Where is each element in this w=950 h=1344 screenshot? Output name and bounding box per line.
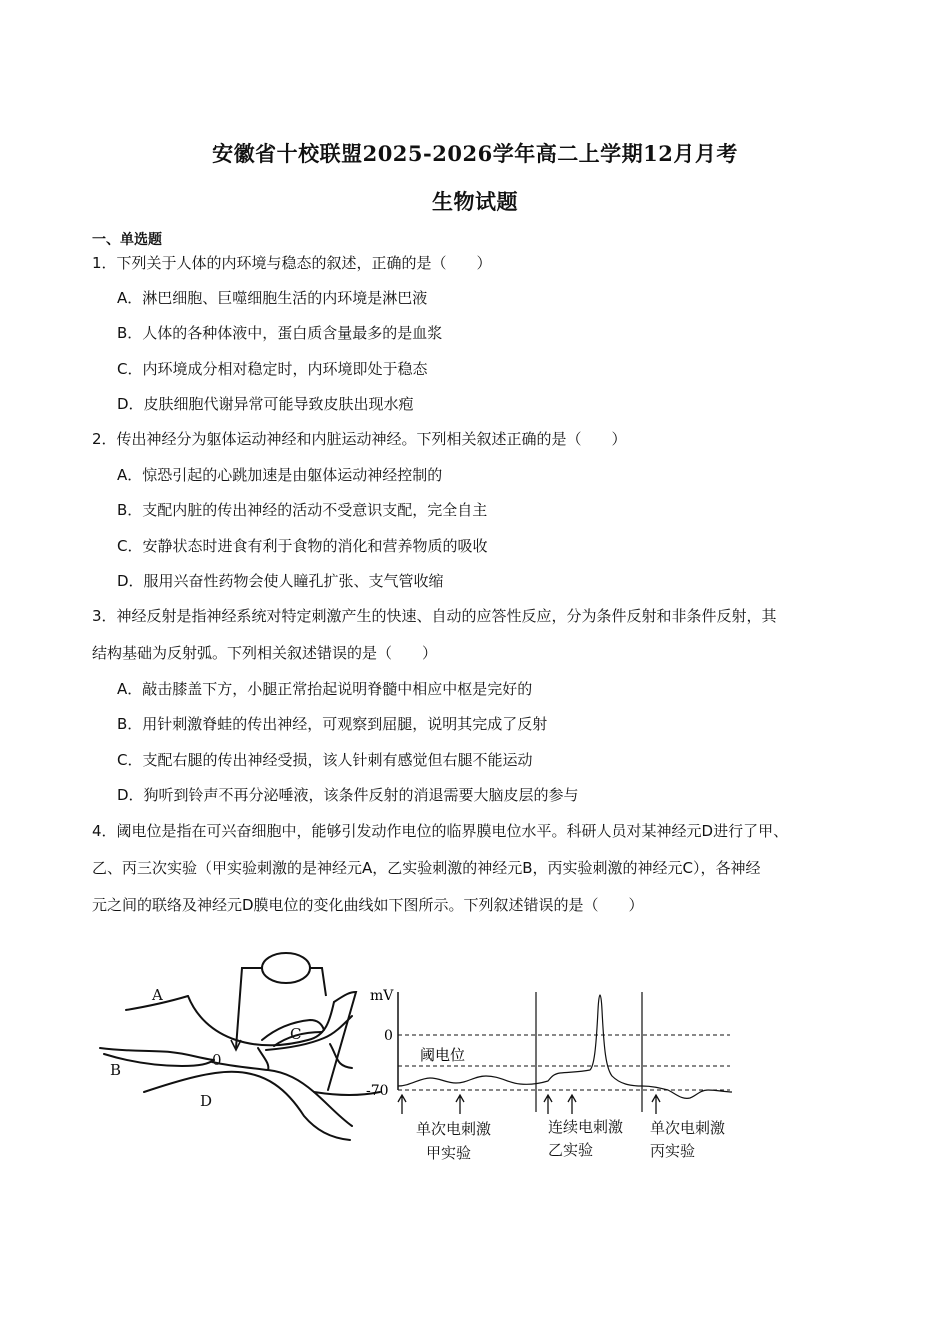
question-3-option-d: D．狗听到铃声不再分泌唾液，该条件反射的消退需要大脑皮层的参与 [117, 786, 579, 804]
question-2-option-a: A．惊恐引起的心跳加速是由躯体运动神经控制的 [117, 466, 443, 484]
potential-graph [366, 988, 732, 1162]
question-2-option-d: D．服用兴奋性药物会使人瞳孔扩张、支气管收缩 [117, 572, 444, 590]
arrow-up-icon [544, 1095, 552, 1114]
question-1-option-a: A．淋巴细胞、巨噬细胞生活的内环境是淋巴液 [117, 289, 428, 307]
neuron-label-c: C [290, 1025, 302, 1043]
question-3-stem-line-2: 结构基础为反射弧。下列相关叙述错误的是（ ） [92, 644, 438, 662]
graph-y-unit: mV [370, 988, 394, 1004]
exam-title: 安徽省十校联盟2025-2026学年高二上学期12月月考 [212, 141, 738, 166]
experiment-captions [416, 1118, 725, 1162]
meter-icon [262, 953, 310, 983]
electrode-wire [236, 968, 262, 1048]
experiment-3-name: 丙实验 [650, 1142, 696, 1160]
question-1-option-d: D．皮肤细胞代谢异常可能导致皮肤出现水疱 [117, 395, 414, 413]
neuron-label-b: B [110, 1061, 122, 1079]
experiment-3-method: 单次电刺激 [650, 1119, 726, 1137]
experiment-1-name: 甲实验 [426, 1144, 472, 1162]
threshold-label: 阈电位 [420, 1046, 466, 1064]
graph-y-tick-0: 0 [384, 1028, 393, 1044]
section-heading: 一、单选题 [92, 232, 162, 248]
question-2-option-b: B．支配内脏的传出神经的活动不受意识支配，完全自主 [117, 501, 488, 519]
neuron-diagram [100, 992, 380, 1140]
experiment-1-method: 单次电刺激 [416, 1120, 492, 1138]
neuron-body-bottom [144, 1072, 350, 1140]
question-2-stem: 2．传出神经分为躯体运动神经和内脏运动神经。下列相关叙述正确的是（ ） [92, 430, 627, 448]
arrow-up-icon [398, 1095, 406, 1114]
neuron-body-upper [258, 1048, 268, 1070]
recording-device [231, 953, 326, 1050]
graph-y-tick-minus70: -70 [366, 1083, 389, 1099]
arrow-up-icon [456, 1095, 464, 1114]
question-1-option-b: B．人体的各种体液中，蛋白质含量最多的是血浆 [117, 324, 443, 342]
arrow-up-icon [652, 1095, 660, 1114]
neuron-labels [110, 986, 301, 1110]
question-4-stem-line-2: 乙、丙三次实验（甲实验刺激的是神经元A，乙实验刺激的神经元B，丙实验刺激的神经元C），各神经 [92, 859, 761, 877]
question-3-option-b: B．用针刺激脊蛙的传出神经，可观察到屈腿，说明其完成了反射 [117, 715, 548, 733]
neuron-label-d: D [200, 1092, 213, 1110]
question-4-stem-line-3: 元之间的联络及神经元D膜电位的变化曲线如下图所示。下列叙述错误的是（ ） [92, 896, 644, 914]
neuron-label-a: A [152, 986, 163, 1004]
question-3-stem-line-1: 3．神经反射是指神经系统对特定刺激产生的快速、自动的应答性反应，分为条件反射和非条件反射，其 [92, 607, 777, 625]
question-4-stem-line-1: 4．阈电位是指在可兴奋细胞中，能够引发动作电位的临界膜电位水平。科研人员对某神经元D进行了甲、 [92, 822, 789, 840]
neuron-c-terminal [316, 1068, 328, 1090]
question-3-option-a: A．敲击膝盖下方，小腿正常抬起说明脊髓中相应中枢是完好的 [117, 680, 533, 698]
arrow-up-icon [568, 1095, 576, 1114]
exam-subject: 生物试题 [432, 189, 518, 214]
electrode-wire-right [310, 968, 326, 996]
question-2-option-c: C．安静状态时进食有利于食物的消化和营养物质的吸收 [117, 537, 488, 555]
question-3-option-c: C．支配右腿的传出神经受损，该人针刺有感觉但右腿不能运动 [117, 751, 533, 769]
experiment-2-method: 连续电刺激 [548, 1118, 624, 1136]
stimulus-arrows [398, 1095, 660, 1114]
question-4-figure [90, 940, 750, 1170]
question-1-option-c: C．内环境成分相对稳定时，内环境即处于稳态 [117, 360, 428, 378]
neuron-label-zero: 0 [212, 1051, 222, 1069]
experiment-2-name: 乙实验 [548, 1141, 594, 1159]
question-1-stem: 1．下列关于人体的内环境与稳态的叙述，正确的是（ ） [92, 254, 492, 272]
